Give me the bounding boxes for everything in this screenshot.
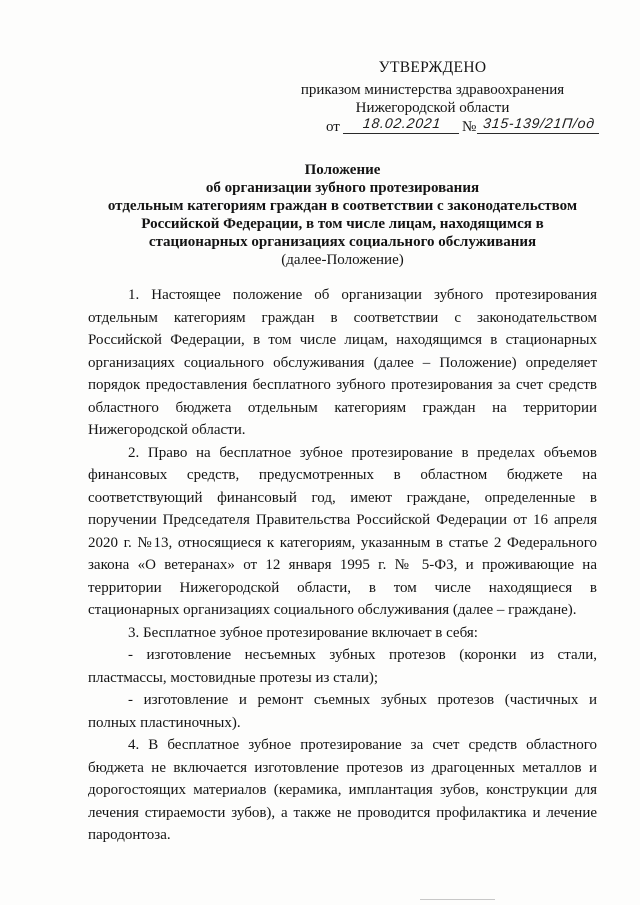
list-item-line: пластмассы, мостовидные протезы из стали); xyxy=(88,669,379,686)
paragraph-line: Нижегородской области. xyxy=(88,422,246,438)
list-item-line: полных пластиночных). xyxy=(88,714,241,731)
list-item-removable-prostheses xyxy=(88,689,597,734)
order-date-prefix: от xyxy=(326,119,340,135)
paragraph-line: 1. Настоящее положение об организации зубного протезирования xyxy=(128,287,597,303)
paragraph-line: 2. Право на бесплатное зубное протезирование в пределах объемов xyxy=(128,444,597,461)
approval-heading: УТВЕРЖДЕНО xyxy=(378,59,487,76)
title-line: Российской Федерации, в том числе лицам, находящимся в xyxy=(141,216,544,232)
paragraph-line: поручении Председателя Правительства Российской Федерации от 16 апреля xyxy=(88,512,597,528)
paragraph-line: Российской Федерации, в том числе лицам, находящимся в стационарных xyxy=(88,332,597,348)
title-note: (далее-Положение) xyxy=(281,252,404,268)
document-body xyxy=(88,284,597,847)
paragraph-line: закона «О ветеранах» от 12 января 1995 г. № 5-ФЗ, и проживающие на xyxy=(88,557,597,573)
paragraph-line: стационарных организациях социального обслуживания (далее – граждане). xyxy=(88,602,577,618)
title-line: Положение xyxy=(304,162,381,178)
paragraph-line: организациях социального обслуживания (далее – Положение) определяет xyxy=(88,354,597,371)
order-number-handwritten: 315-139/21П/од xyxy=(477,114,601,134)
approval-order-region: Нижегородской области xyxy=(355,100,510,116)
paragraph-line: пародонтоза. xyxy=(88,827,171,843)
order-date-handwritten: 18.02.2021 xyxy=(343,114,461,134)
paragraph-line: бюджета не включается изготовление протезов из драгоценных металлов и xyxy=(88,759,597,776)
scan-artifact-line xyxy=(420,899,495,900)
paragraph-line: соответствующий финансовый год, имеют граждане, определенные в xyxy=(88,489,597,506)
paragraph-line: территории Нижегородской области, в том числе находящиеся в xyxy=(88,579,597,596)
paragraph-3 xyxy=(88,622,597,645)
approval-order-issuer: приказом министерства здравоохранения xyxy=(300,82,565,98)
paragraph-4 xyxy=(88,734,597,847)
list-item-line: - изготовление несъемных зубных протезов (коронки из стали, xyxy=(128,647,597,663)
list-item-line: - изготовление и ремонт съемных зубных протезов (частичных и xyxy=(128,692,597,708)
paragraph-line: отдельным категориям граждан в соответствии с законодательством xyxy=(88,309,597,326)
order-number-prefix: № xyxy=(462,119,477,135)
paragraph-line: 3. Бесплатное зубное протезирование включает в себя: xyxy=(128,624,478,641)
title-line: отдельным категориям граждан в соответствии с законодательством xyxy=(107,198,578,214)
list-item-fixed-prostheses xyxy=(88,644,597,689)
document-title xyxy=(88,161,597,269)
paragraph-line: 2020 г. №13, относящиеся к категориям, указанным в статье 2 Федерального xyxy=(88,534,597,551)
paragraph-line: порядок предоставления бесплатного зубного протезирования за счет средств xyxy=(88,377,597,393)
paragraph-line: 4. В бесплатное зубное протезирование за счет средств областного xyxy=(128,737,597,753)
paragraph-line: финансовых средств, предусмотренных в областном бюджете на xyxy=(88,467,597,483)
paragraph-2 xyxy=(88,442,597,622)
paragraph-line: областного бюджета отдельным категориям граждан на территории xyxy=(88,399,597,416)
paragraph-line: дорогостоящих материалов (керамика, имплантация зубов, конструкции для xyxy=(88,782,597,798)
paragraph-1 xyxy=(88,284,597,442)
title-line: стационарных организациях социального обслуживания xyxy=(148,234,537,250)
paragraph-line: лечения стираемости зубов), а также не проводится профилактика и лечение xyxy=(88,804,597,821)
title-line: об организации зубного протезирования xyxy=(205,180,480,196)
